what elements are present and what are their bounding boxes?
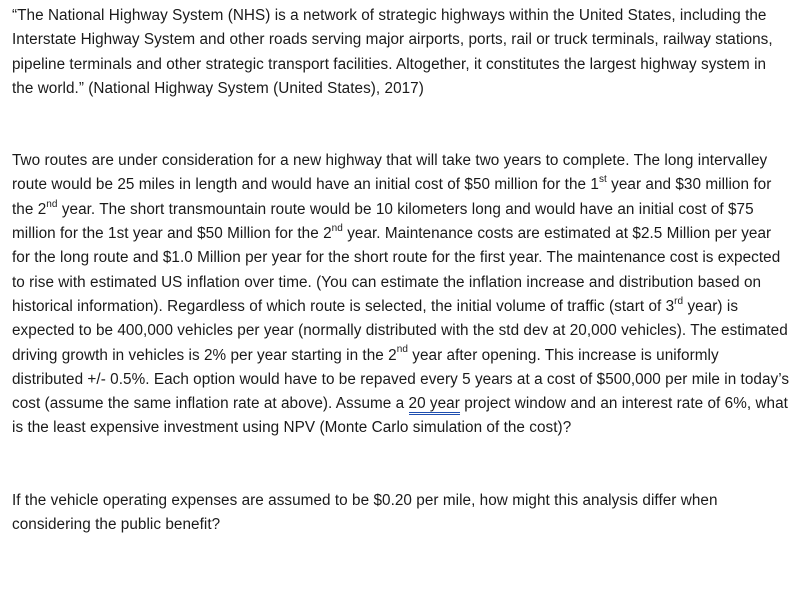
superscript-nd-1: nd (46, 198, 58, 210)
superscript-rd: rd (674, 295, 684, 307)
problem-text-6: year after opening. This increase is uniformly distributed +/- 0.5%. Each option would have to be repaved every 5 years at a cost of $500,000 per mile in today’s cost (assume the same inflation rate at above). Assume a (12, 346, 790, 413)
superscript-nd-2: nd (331, 222, 343, 234)
problem-text-4: year. Maintenance costs are estimated at $2.5 Million per year for the long route and $1.0 Million per year for the short route for the first year. The maintenance cost is expected to rise with estimated US inflation over time. (You can estimate the inflation increase and distribution based on historical information). Regardless of which route is selected, the initial volume of traffic (start of 3 (12, 225, 781, 315)
problem-paragraph (12, 149, 790, 441)
problem-text-3: year. The short transmountain route would be 10 kilometers long and would have an initial cost of $75 million for the 1st year and $50 Million for the 2 (12, 200, 754, 243)
problem-text-1: Two routes are under consideration for a new highway that will take two years to complete. The long intervalley route would be 25 miles in length and would have an initial cost of $50 million for the 1 (12, 152, 768, 194)
document-body (12, 4, 790, 537)
superscript-st: st (598, 174, 607, 186)
problem-text-7: project window and an interest rate of 6%, what is the least expensive investment using NPV (Monte Carlo simulation of the cost)? (12, 395, 788, 437)
problem-text-2: year and $30 million for the 2 (12, 176, 772, 218)
question-paragraph: If the vehicle operating expenses are assumed to be $0.20 per mile, how might this analysis differ when considering the public benefit? (12, 491, 718, 534)
grammar-flagged-text: 20 year (409, 395, 460, 415)
superscript-nd-3: nd (396, 344, 408, 356)
problem-text-5: year) is expected to be 400,000 vehicles per year (normally distributed with the std dev at 20,000 vehicles). The estimated driving growth in vehicles is 2% per year starting in the 2 (12, 297, 788, 364)
quote-paragraph: “The National Highway System (NHS) is a network of strategic highways within the United States, including the Interstate Highway System and other roads serving major airports, ports, rail or truck terminals, railway stations, pipeline terminals and other strategic transport facilities. Altogether, it constitutes the largest highway system in the world.” (National Highway System (United States), 2017) (12, 7, 773, 97)
